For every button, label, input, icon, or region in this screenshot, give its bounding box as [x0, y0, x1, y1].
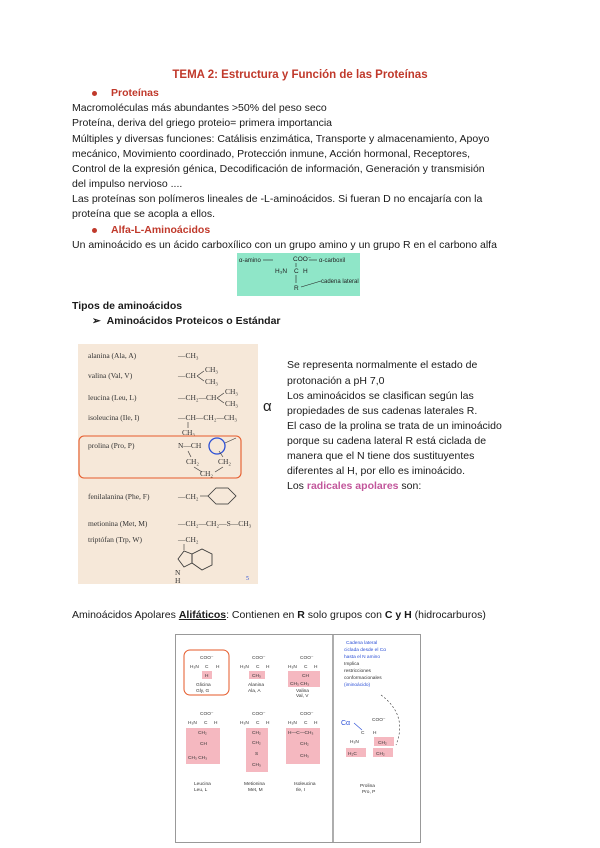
svg-text:C: C [256, 721, 260, 726]
aa-group-ch3: CH₃ [205, 377, 219, 386]
svg-text:S: S [255, 752, 259, 757]
aa-name: triptófan (Trp, W) [88, 535, 142, 544]
aa-group-ch3: CH₃ [225, 399, 239, 408]
right-text-line: Los aminoácidos se clasifican según las [287, 390, 474, 402]
paragraph-line: proteína que se acopla a ellos. [72, 208, 216, 220]
carboxyl-label: α-carboxil [319, 258, 346, 264]
h3n-label: H₃N [275, 268, 288, 275]
aa-group: —CH₂ [178, 535, 199, 544]
svg-text:CH₃: CH₃ [300, 754, 309, 759]
svg-text:CH₃: CH₃ [252, 763, 261, 768]
aa-label: Isoleucina [294, 782, 316, 787]
svg-text:C: C [304, 721, 308, 726]
aa-name: leucina (Leu, L) [88, 393, 137, 402]
svg-text:COO⁻: COO⁻ [372, 718, 386, 723]
svg-text:C: C [361, 731, 365, 736]
aa-name: metionina (Met, M) [88, 519, 148, 528]
aa-group-ch3: CH₃ [225, 387, 239, 396]
paragraph-line: Un aminoácido es un ácido carboxílico con un grupo amino y un grupo R en el carbono alfa [72, 239, 497, 251]
bullet-icon [92, 91, 97, 96]
svg-text:CH: CH [302, 674, 309, 679]
paragraph-line: Proteína, deriva del griego proteio= primera importancia [72, 117, 333, 129]
svg-text:CH₂: CH₂ [200, 469, 214, 478]
svg-text:CH₂: CH₂ [378, 741, 387, 746]
aa-group: —CH₂—CH₂—S—CH₃ [178, 519, 252, 528]
svg-text:Ile, I: Ile, I [296, 788, 306, 793]
svg-text:C: C [304, 665, 308, 670]
aa-label: Glicina [196, 683, 211, 688]
paragraph-line: Macromoléculas más abundantes >50% del peso seco [72, 102, 327, 114]
svg-text:C: C [256, 665, 260, 670]
svg-text:COO⁻: COO⁻ [200, 656, 214, 661]
right-text-line: Se representa normalmente el estado de [287, 359, 478, 371]
paragraph-line: Las proteínas son polímeros lineales de -L-aminoácidos. Si fueran D no encajaría con la [72, 193, 483, 205]
svg-text:H₃N: H₃N [188, 721, 197, 726]
right-text-line: protonación a pH 7,0 [287, 375, 385, 387]
svg-text:CH₃ CH₃: CH₃ CH₃ [188, 756, 208, 761]
paragraph-line: Control de la expresión génica, Decodificación de información, Generación y transmisión [72, 163, 485, 175]
right-text-line: manera que el N tiene dos sustituyentes [287, 450, 475, 462]
svg-text:CH: CH [200, 742, 207, 747]
svg-text:CH₂: CH₂ [300, 742, 309, 747]
svg-text:restricciones: restricciones [344, 669, 371, 674]
aa-group: —CH₃ [178, 351, 199, 360]
svg-text:H₃N: H₃N [288, 665, 297, 670]
aa-label: Leucina [194, 782, 211, 787]
svg-text:COO⁻: COO⁻ [300, 712, 314, 717]
aa-name: valina (Val, V) [88, 371, 133, 380]
svg-text:Ala, A: Ala, A [248, 689, 261, 694]
svg-text:Val, V: Val, V [296, 694, 309, 699]
aa-label: Prolina [360, 784, 375, 789]
alpha-carbon-circle [209, 438, 225, 454]
aa-group: —CH₂ [178, 492, 199, 501]
svg-text:CH₃ CH₃: CH₃ CH₃ [290, 682, 310, 687]
aliphatic-amino-acids-figure [175, 634, 421, 843]
svg-text:H: H [314, 665, 318, 670]
svg-text:Gly, G: Gly, G [196, 689, 210, 694]
aa-group-ch3: CH₃ [205, 365, 219, 374]
paragraph-line: Múltiples y diversas funciones: Catálisis enzimática, Transporte y almacenamiento, Apoyo [72, 133, 490, 145]
aa-name: prolina (Pro, P) [88, 441, 135, 450]
svg-text:C: C [205, 665, 209, 670]
svg-text:CH₂: CH₂ [252, 731, 261, 736]
alifaticos-line: Aminoácidos Apolares Alifáticos: Contienen en R solo grupos con C y H (hidrocarburos) [72, 609, 486, 621]
right-text-line: propiedades de sus cadenas laterales R. [287, 405, 478, 417]
aa-group: —CH₂—CH [178, 393, 217, 402]
svg-text:H—C—CH₃: H—C—CH₃ [288, 731, 314, 736]
amino-label: α-amino [239, 258, 261, 264]
svg-text:N: N [175, 568, 181, 577]
aa-label: Metionina [244, 782, 265, 787]
svg-text:COO⁻: COO⁻ [252, 712, 266, 717]
svg-text:(iminoácido): (iminoácido) [344, 683, 371, 688]
svg-text:CH₂: CH₂ [376, 752, 385, 757]
svg-text:H₂C: H₂C [348, 752, 357, 757]
svg-text:Cα: Cα [341, 720, 351, 727]
apolar-amino-acids-figure [78, 344, 258, 584]
right-text-line: diferentes al H, por ello es iminoácido. [287, 465, 466, 477]
svg-text:COO⁻: COO⁻ [252, 656, 266, 661]
svg-text:H₃N: H₃N [240, 721, 249, 726]
aa-label: Alanina [248, 683, 265, 688]
paragraph-line: del impulso nervioso .... [72, 178, 183, 190]
heading-alfa-l-aminoacidos: Alfa-L-Aminoácidos [92, 224, 210, 236]
svg-text:H₃N: H₃N [190, 665, 199, 670]
svg-text:H: H [373, 731, 377, 736]
svg-text:H: H [266, 721, 270, 726]
svg-text:H₃N: H₃N [288, 721, 297, 726]
svg-text:H₃N: H₃N [350, 740, 359, 745]
aa-name: fenilalanina (Phe, F) [88, 492, 150, 501]
svg-text:ciclada desde el Cα: ciclada desde el Cα [344, 648, 386, 653]
svg-text:H: H [266, 665, 270, 670]
svg-text:Implica: Implica [344, 662, 360, 667]
h-label: H [303, 268, 308, 275]
svg-text:H: H [175, 576, 181, 584]
svg-text:CH₂: CH₂ [198, 731, 207, 736]
svg-text:COO⁻: COO⁻ [200, 712, 214, 717]
page-number: 5 [246, 576, 249, 582]
svg-text:Met, M: Met, M [248, 788, 263, 793]
svg-text:CH₂: CH₂ [252, 741, 261, 746]
svg-text:H: H [205, 674, 209, 679]
svg-text:H₃N: H₃N [240, 665, 249, 670]
right-text-line: porque su cadena lateral R está ciclada de [287, 435, 487, 447]
svg-text:H: H [216, 665, 220, 670]
paragraph-line: mecánico, Movimiento coordinado, Protección inmune, Acción hormonal, Receptores, [72, 148, 471, 160]
svg-text:hasta el N amino: hasta el N amino [344, 655, 380, 660]
side-chain-label: cadena lateral [321, 279, 359, 285]
svg-text:H: H [314, 721, 318, 726]
right-text-line: El caso de la prolina se trata de un iminoácido [287, 420, 502, 432]
svg-text:COO⁻: COO⁻ [300, 656, 314, 661]
svg-text:CH₂: CH₂ [186, 457, 200, 466]
radicales-line: Los radicales apolares son: [287, 480, 422, 492]
tipos-heading: Tipos de aminoácidos [72, 300, 183, 312]
svg-text:CH₂: CH₂ [218, 457, 232, 466]
aa-name: isoleucina (Ile, I) [88, 413, 140, 422]
svg-text:C: C [204, 721, 208, 726]
r-label: R [294, 285, 299, 292]
aa-group-ch3: CH₃ [182, 428, 196, 437]
bullet-icon [92, 228, 97, 233]
coo-label: COO⁻ [293, 256, 312, 263]
tipos-subheading: ➢ Aminoácidos Proteicos o Estándar [92, 315, 281, 327]
aa-group: N—CH [178, 441, 202, 450]
svg-text:conformacionales: conformacionales [344, 676, 382, 681]
c-label: C [294, 268, 299, 275]
amino-acid-formula-figure [237, 253, 360, 296]
svg-text:Leu, L: Leu, L [194, 788, 208, 793]
svg-text:CH₃: CH₃ [252, 674, 261, 679]
alpha-label: α [263, 398, 272, 415]
svg-text:Pro, P: Pro, P [362, 790, 376, 795]
arrow-bullet-icon: ➢ [92, 315, 107, 327]
aa-group: —CH—CH₂—CH₃ [178, 413, 237, 422]
svg-text:H: H [214, 721, 218, 726]
aa-label: Valina [296, 689, 309, 694]
aa-group: —CH [178, 371, 196, 380]
aa-name: alanina (Ala, A) [88, 351, 137, 360]
heading-proteinas: Proteínas [92, 87, 159, 99]
page-title: TEMA 2: Estructura y Función de las Proteínas [172, 69, 428, 81]
svg-text:Cadena lateral: Cadena lateral [346, 641, 378, 646]
radicales-highlight: radicales apolares [306, 480, 399, 492]
